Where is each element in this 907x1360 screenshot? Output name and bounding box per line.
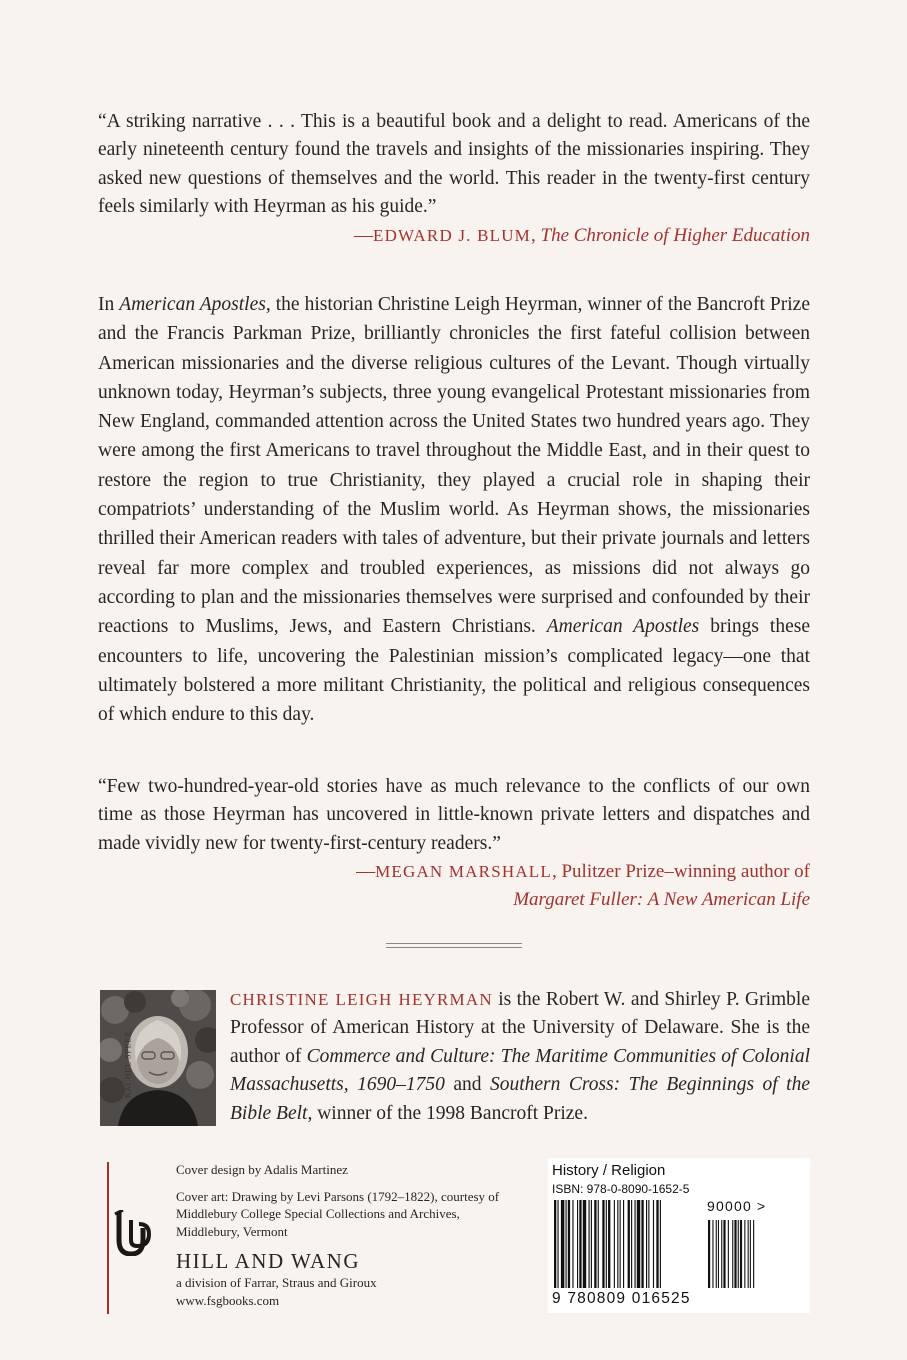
author-book: Southern Cross: The Beginnings of the Bible Belt <box>230 1074 811 1124</box>
quote-text: “A striking narrative . . . This is a beautiful book and a delight to read. Americans of the early nineteenth century found the travels and insights of the missionaries inspiring. They asked new questions of themselves and the world. This reader in the twenty-first century feels similarly with Heyrman as his guide.” <box>98 111 810 218</box>
review-quote-blum <box>98 108 810 250</box>
isbn-number: 9 780809 016525 <box>552 1290 691 1307</box>
barcode-panel <box>548 1158 810 1313</box>
author-photo <box>100 990 216 1126</box>
author-bio: CHRISTINE LEIGH HEYRMAN is the Robert W. and Shirley P. Grimble Professor of American History at the University of Delaware. She is the author of Commerce and Culture: The Maritime Communities of Colonial Massachusetts, 1690–1750 and Southern Cross: The Beginnings of the Bible Belt, winner of the 1998 Bancroft Prize. <box>230 989 811 1124</box>
quote-attribution: —MEGAN MARSHALL, Pulitzer Prize–winning author of <box>356 861 810 883</box>
quote-author: EDWARD J. BLUM <box>373 225 531 245</box>
cover-credits <box>176 1161 506 1310</box>
publisher-logo-icon <box>113 1210 153 1256</box>
book-title: American Apostles <box>119 294 266 315</box>
quote-attribution: —EDWARD J. BLUM, The Chronicle of Higher Education <box>354 224 810 246</box>
quote-source: Margaret Fuller: A New American Life <box>513 889 810 911</box>
book-description: In American Apostles, the historian Christine Leigh Heyrman, winner of the Bancroft Prize and the Francis Parkman Prize, brilliantly chronicles the first fateful collision between American missionaries and the diverse religious cultures of the Levant. Though virtually unknown today, Heyrman’s subjects, three young evangelical Protestant missionaries from New England, commanded attention across the United States two hundred years ago. They were among the first Americans to travel throughout the Middle East, and in their quest to restore the region to true Christianity, they played a crucial role in shaping their compatriots’ understanding of the Muslim world. As Heyrman shows, the missionaries thrilled their American readers with tales of adventure, but their private journals and letters reveal far more complex and troubled experiences, as missions did not always go according to plan and the missionaries themselves were surprised and confounded by their reactions to Muslims, Jews, and Eastern Christians. American Apostles brings these encounters to life, uncovering the Palestinian mission’s complicated legacy—one that ultimately bolstered a more militant Christianity, the political and religious consequences of which endure to this day. <box>98 294 810 726</box>
author-book: Commerce and Culture: The Maritime Communities of Colonial Massachusetts, 1690–1750 <box>230 1045 811 1096</box>
review-quote-marshall <box>98 773 810 914</box>
cover-art-credit: Cover art: Drawing by Levi Parsons (1792–1822), courtesy of Middlebury College Special Collections and Archives, Middlebury, Vermont <box>176 1188 500 1239</box>
ornamental-divider <box>386 943 522 949</box>
price-addon: 90000 > <box>707 1198 767 1214</box>
publisher-division: a division of Farrar, Straus and Giroux <box>176 1275 377 1291</box>
quote-author: MEGAN MARSHALL <box>375 862 552 882</box>
quote-text: “Few two-hundred-year-old stories have as much relevance to the conflicts of our own time as those Heyrman has uncovered in little-known private letters and dispatches and made vividly new for twenty-first-century readers.” <box>98 776 810 854</box>
quote-source: The Chronicle of Higher Education <box>540 224 810 246</box>
bisac-category: History / Religion <box>552 1162 666 1179</box>
isbn-label: ISBN: 978-0-8090-1652-5 <box>552 1182 690 1196</box>
author-name: CHRISTINE LEIGH HEYRMAN <box>230 990 493 1009</box>
publisher-name: HILL AND WANG <box>176 1249 360 1274</box>
cover-design-credit: Cover design by Adalis Martinez <box>176 1162 348 1177</box>
book-title: American Apostles <box>546 616 700 638</box>
photo-credit: RACHEL SPEER <box>123 1030 133 1099</box>
publisher-url: www.fsgbooks.com <box>176 1292 280 1308</box>
credits-rule <box>107 1162 109 1314</box>
